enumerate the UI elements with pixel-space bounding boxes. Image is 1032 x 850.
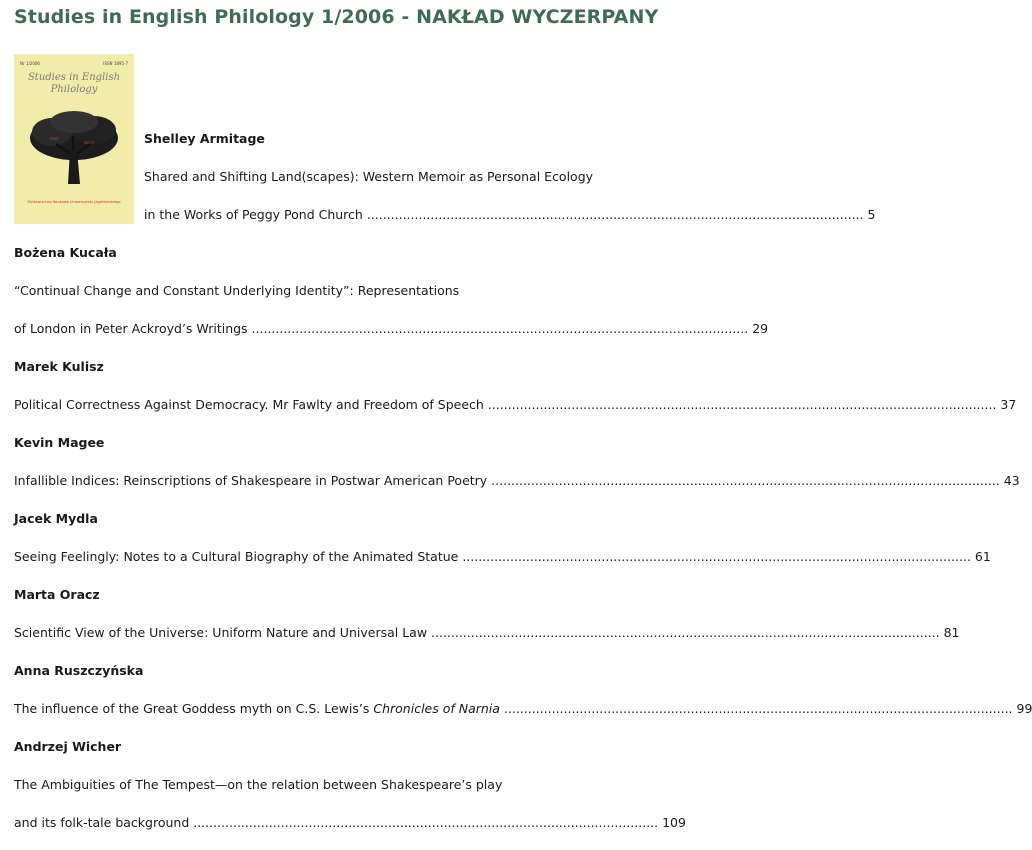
toc-title-text: Political Correctness Against Democracy. Mr Fawlty and Freedom of Speech	[14, 397, 484, 412]
toc-author: Marta Oracz	[14, 587, 100, 602]
toc-entry-title-last-line	[144, 207, 875, 223]
toc-page-number: 61	[974, 549, 991, 564]
toc-author: Anna Ruszczyńska	[14, 663, 144, 678]
toc-title-text: and its folk-tale background	[14, 815, 190, 830]
toc-title-text: Infallible Indices: Reinscriptions of Shakespeare in Postwar American Poetry	[14, 473, 488, 488]
toc-page-number: 43	[1003, 473, 1020, 488]
page-title: Studies in English Philology 1/2006 - NAKŁAD WYCZERPANY	[14, 6, 659, 28]
cover-issn: ISSN 1895-7	[103, 61, 128, 66]
toc-title-text: Scientific View of the Universe: Uniform Nature and Universal Law	[14, 625, 428, 640]
toc-entry-title-last-line	[14, 397, 1016, 413]
toc-leader-dots: ................................................................................................................................	[483, 397, 1001, 412]
toc-entry-title-last-line	[14, 815, 686, 831]
cover-title: Studies in English Philology	[27, 72, 121, 95]
toc-leader-dots: ................................................................................................................................	[487, 473, 1004, 488]
toc-leader-dots: .....................................................................................................................	[189, 815, 663, 830]
toc-entry-title-line	[14, 283, 459, 299]
toc-page-number: 37	[1000, 397, 1017, 412]
toc-page-number: 81	[943, 625, 960, 640]
toc-author: Andrzej Wicher	[14, 739, 122, 754]
svg-text:text: text	[50, 136, 58, 141]
toc-author: Shelley Armitage	[144, 131, 265, 146]
toc-title-text: Shared and Shifting Land(scapes): Western Memoir as Personal Ecology	[144, 169, 594, 184]
cover-publisher: Wydawnictwo Naukowe Uniwersytetu Jagiellońskiego	[27, 200, 121, 204]
cover-issue-number: Nr 1/2006	[20, 61, 40, 66]
toc-author: Jacek Mydla	[14, 511, 98, 526]
toc-leader-dots: .............................................................................................................................	[247, 321, 753, 336]
toc-leader-dots: .............................................................................................................................	[362, 207, 868, 222]
toc-page-number: 5	[867, 207, 876, 222]
svg-text:word: word	[84, 140, 94, 145]
toc-leader-dots: ................................................................................................................................	[499, 701, 1017, 716]
toc-entry-title-line	[144, 169, 593, 185]
toc-page-number: 109	[662, 815, 686, 830]
toc-title-text: The Ambiguities of The Tempest—on the relation between Shakespeare’s play	[14, 777, 503, 792]
toc-page-number: 99	[1016, 701, 1032, 716]
toc-entry-title-last-line	[14, 321, 768, 337]
toc-title-italic: Chronicles of Narnia	[373, 701, 500, 716]
toc-title-text: The influence of the Great Goddess myth on C.S. Lewis’s	[14, 701, 370, 716]
toc-entry-title-line	[14, 777, 502, 793]
toc-leader-dots: ................................................................................................................................	[458, 549, 975, 564]
toc-page-number: 29	[752, 321, 769, 336]
toc-title-text: Seeing Feelingly: Notes to a Cultural Biography of the Animated Statue	[14, 549, 459, 564]
toc-title-text: of London in Peter Ackroyd’s Writings	[14, 321, 248, 336]
toc-entry-title-last-line	[14, 549, 991, 565]
tree-illustration	[22, 110, 126, 196]
toc-entry-title-last-line	[14, 701, 1032, 717]
toc-entry-title-last-line	[14, 473, 1020, 489]
toc-leader-dots: ................................................................................................................................	[427, 625, 944, 640]
toc-title-text: “Continual Change and Constant Underlying Identity”: Representations	[14, 283, 460, 298]
toc-author: Bożena Kucała	[14, 245, 117, 260]
toc-entry-title-last-line	[14, 625, 960, 641]
toc-author: Marek Kulisz	[14, 359, 104, 374]
toc-author: Kevin Magee	[14, 435, 105, 450]
toc-title-text: in the Works of Peggy Pond Church	[144, 207, 363, 222]
journal-cover-image	[14, 54, 134, 224]
